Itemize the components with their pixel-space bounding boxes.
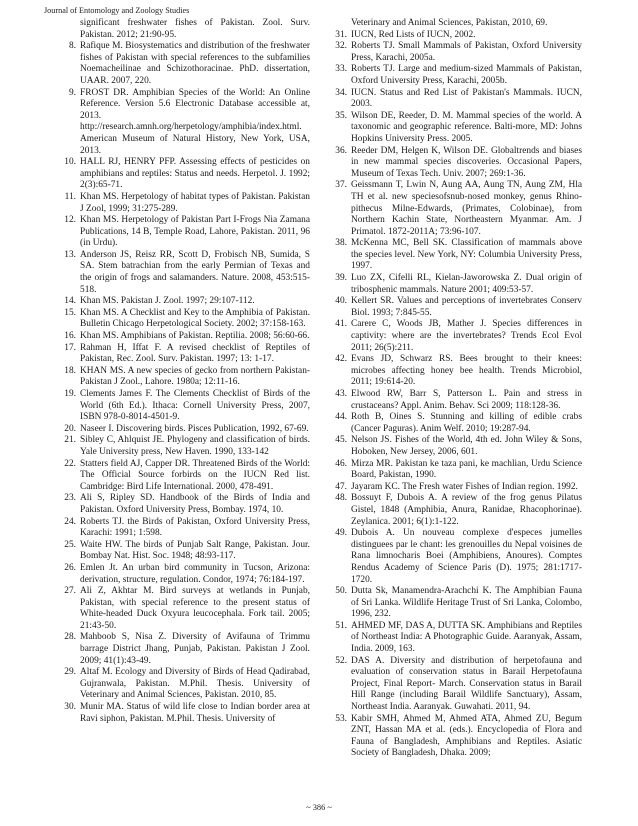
- reference-number: 48.: [335, 493, 347, 504]
- reference-text: Naseer I. Discovering birds. Pisces Publication, 1992, 67-69.: [80, 423, 309, 434]
- reference-number: 42.: [335, 354, 347, 365]
- reference-number: 13.: [64, 249, 76, 260]
- reference-entry: [60, 517, 310, 540]
- reference-text: Roberts TJ. the Birds of Pakistan, Oxford University Press, Karachi: 1991; 1:598.: [80, 516, 310, 539]
- reference-entry: [60, 702, 310, 725]
- reference-number: 36.: [335, 145, 347, 156]
- reference-text: Carere C, Woods JB, Mather J. Species differences in captivity: where are the invertebrates? Trends Ecol Evol 2011; 26(5):211.: [351, 319, 582, 353]
- reference-text: Wilson DE, Reeder, D. M. Mammal species of the world. A taxonomic and geographic reference. Balti-more, MD: Johns Hopkins University Press. 2005.: [351, 110, 582, 144]
- reference-entry: [331, 656, 582, 714]
- reference-entry: [60, 632, 310, 667]
- reference-text: Dutta Sk, Manamendra-Arachchi K. The Amphibian Fauna of Sri Lanka. Wildlife Heritage Trust of Sri Lanka, Colombo, 1996, 232.: [351, 586, 582, 620]
- reference-text: HALL RJ, HENRY PFP. Assessing effects of pesticides on amphibians and reptiles: Status and needs. Herpetol. J. 1992; 2(3):65-71.: [80, 157, 310, 191]
- reference-number: 16.: [64, 331, 76, 342]
- reference-number: 21.: [64, 435, 76, 446]
- reference-entry: [331, 111, 582, 146]
- reference-entry: [60, 215, 310, 250]
- reference-text: Anderson JS, Reisz RR, Scott D, Frobisch NB, Sumida, S SA. Stem batrachian from the early Permian of Texas and the origin of frogs and salamanders. Nature. 2008, 453:515-518.: [80, 249, 310, 295]
- reference-entry: [60, 331, 310, 343]
- reference-text: Ali S, Ripley SD. Handbook of the Birds of India and Pakistan. Oxford University Press, Bombay. 1974, 10.: [80, 493, 310, 515]
- reference-number: 23.: [64, 493, 76, 504]
- reference-entry: [331, 435, 582, 458]
- reference-number: 43.: [335, 389, 347, 399]
- reference-text: Altaf M. Ecology and Diversity of Birds of Head Qadirabad, Gujranwala, Pakistan. M.Phil. Thesis. University of Veterinary and Animal Sciences, Pakistan. 2010, 85.: [80, 667, 310, 701]
- reference-number: 45.: [335, 435, 347, 446]
- reference-number: 33.: [335, 64, 347, 75]
- reference-entry: [60, 192, 310, 215]
- reference-entry: [331, 146, 582, 181]
- reference-number: 9.: [68, 87, 76, 98]
- reference-number: 8.: [68, 41, 76, 52]
- reference-number: 15.: [64, 307, 76, 318]
- reference-entry: [60, 41, 310, 87]
- reference-number: 50.: [335, 586, 347, 597]
- reference-number: 38.: [335, 238, 347, 249]
- reference-number: 14.: [64, 296, 76, 307]
- reference-text: Khan MS. Amphibians of Pakistan. Reptilia. 2008; 56:60-66.: [80, 331, 310, 342]
- reference-number: 31.: [335, 29, 347, 40]
- reference-entry: [331, 459, 582, 482]
- reference-number: 20.: [64, 423, 76, 434]
- reference-text: Khan MS. Pakistan J. Zool. 1997; 29:107-112.: [80, 296, 255, 307]
- reference-text: Elwood RW, Barr S, Patterson L. Pain and stress in crustaceans? Appl. Anim. Behav. Sci 2009; 118:128-36.: [351, 389, 582, 411]
- reference-number: 40.: [335, 296, 347, 307]
- page-number: ~ 386 ~: [306, 803, 332, 812]
- reference-text: Emlen Jt. An urban bird community in Tucson, Arizona: derivation, structure, regulation. Condor, 1974; 76:184-197.: [80, 562, 310, 585]
- reference-text: significant freshwater fishes of Pakistan. Zool. Surv. Pakistan. 2012; 21:90-95.: [80, 18, 310, 40]
- reference-entry: [60, 18, 310, 41]
- reference-text: Statters field AJ, Capper DR. Threatened Birds of the World: The Official Source forbirds on the IUCN Red list. Cambridge: Bird Life International. 2000, 478-491.: [80, 458, 310, 492]
- reference-number: 53.: [335, 713, 347, 724]
- reference-number: 22.: [64, 458, 76, 469]
- reference-entry: [331, 714, 582, 760]
- reference-entry: [60, 493, 310, 516]
- reference-entry: [60, 343, 310, 366]
- reference-number: 46.: [335, 458, 347, 469]
- reference-entry: [331, 64, 582, 87]
- reference-entry: [331, 493, 582, 528]
- reference-text: Khan MS. Herpetology of habitat types of Pakistan. Pakistan J Zool, 1999; 31:275-289.: [80, 191, 310, 214]
- reference-entry: [60, 88, 310, 158]
- reference-number: 30.: [64, 702, 76, 713]
- reference-number: 12.: [64, 215, 76, 226]
- reference-text: Kabir SMH, Ahmed M, Ahmed ATA, Ahmed ZU, Begum ZNT, Hassan MA et al. (eds.). Encyclopedia of Flora and Fauna of Bangladesh, Amphibians and Reptiles. Asiatic Society of Bangladesh, Dhaka. 2009;: [351, 713, 582, 759]
- reference-text: Roth B, Oines S. Stunning and killing of edible crabs (Cancer Paguras). Anim Welf. 2010; 19:287-94.: [351, 412, 582, 434]
- reference-text: Mahboob S, Nisa Z. Diversity of Avifauna of Trimmu barrage District Jhang, Punjab, Pakistan. Pakistan J Zool. 2009; 41(1):43-49.: [80, 632, 310, 666]
- reference-number: 17.: [64, 342, 76, 353]
- reference-entry: [60, 435, 310, 458]
- reference-text: Bossuyt F, Dubois A. A review of the frog genus Pilatus Gistel, 1848 (Amphibia, Anura, Ranidae, Rhacophorinae). Zeylanica. 2001; 6(1):1-122.: [351, 493, 582, 527]
- reference-number: 25.: [64, 539, 76, 550]
- reference-entry: [331, 621, 582, 656]
- reference-entry: [331, 30, 582, 42]
- reference-text: DAS A. Diversity and distribution of herpetofauna and evaluation of conservation status in Barail Herpetofauna Project, Final Report- March. Conservation status in Barail Hill Range (including Barail Wildlife Sanctuary), Assam, Northeast India. Aaranyak. Guwahati. 2011, 94.: [351, 655, 582, 713]
- reference-number: 51.: [335, 620, 347, 631]
- reference-text: Dubois A. Un nouveau complexe d'especes jumelles distinguees par le chant: les grenouilles du Nepal voisines de Rana limnocharis Boei (Amphibiens, Anoures). Comptes Rendus Academy of Science Paris (D). 1975; 281:1717-1720.: [351, 528, 582, 585]
- reference-entry: [331, 238, 582, 273]
- journal-title: Journal of Entomology and Zoology Studies: [44, 6, 190, 15]
- reference-text: Kellert SR. Values and perceptions of invertebrates Conserv Biol. 1993; 7:845-55.: [351, 296, 582, 318]
- reference-text: Sibley C, Ahlquist JE. Phylogeny and classification of birds. Yale University press, New Haven. 1990, 133-142: [80, 435, 310, 457]
- reference-entry: [331, 18, 582, 30]
- reference-entry: [60, 424, 310, 436]
- reference-entry: [331, 354, 582, 389]
- reference-entry: [60, 296, 310, 308]
- reference-number: 32.: [335, 41, 347, 52]
- reference-number: 35.: [335, 110, 347, 121]
- reference-text: IUCN, Red Lists of IUCN, 2002.: [351, 29, 476, 40]
- reference-number: 39.: [335, 273, 347, 284]
- reference-number: 47.: [335, 481, 347, 492]
- reference-entry: [331, 88, 582, 111]
- reference-number: 11.: [64, 191, 76, 202]
- reference-entry: [331, 482, 582, 494]
- reference-text: Ali Z, Akhtar M. Bird surveys at wetlands in Punjab, Pakistan, with special reference to the present status of White-headed Duck Oxyura leucocephala. Fork tail. 2005; 21:43-50.: [80, 586, 310, 631]
- reference-entry: [331, 296, 582, 319]
- reference-entry: [60, 157, 310, 192]
- reference-entry: [60, 667, 310, 702]
- reference-entry: [60, 540, 310, 563]
- references-left-column: [60, 18, 310, 725]
- reference-text: Roberts TJ. Large and medium-sized Mammals of Pakistan, Oxford University Press, Karachi, 2005b.: [351, 64, 582, 86]
- reference-entry: [331, 41, 582, 64]
- reference-text: McKenna MC, Bell SK. Classification of mammals above the species level. New York, NY: Columbia University Press, 1997.: [351, 238, 582, 272]
- reference-number: 29.: [64, 667, 76, 678]
- reference-text: IUCN. Status and Red List of Pakistan's Mammals. IUCN, 2003.: [351, 87, 582, 110]
- reference-number: 10.: [64, 157, 76, 168]
- reference-number: 28.: [64, 632, 76, 643]
- reference-entry: [331, 273, 582, 296]
- reference-text: Munir MA. Status of wild life close to Indian border area at Ravi siphon, Pakistan. M.Phil. Thesis. University of: [80, 702, 310, 724]
- reference-text: Roberts TJ. Small Mammals of Pakistan, Oxford University Press, Karachi, 2005a.: [351, 41, 582, 63]
- reference-entry: [60, 459, 310, 494]
- reference-entry: [60, 563, 310, 586]
- reference-number: 18.: [64, 365, 76, 376]
- reference-number: 24.: [64, 516, 76, 527]
- reference-number: 37.: [335, 180, 347, 191]
- reference-text: Evans JD, Schwarz RS. Bees brought to their knees: microbes affecting honey bee health. Trends Microbiol, 2011; 19:614-20.: [351, 354, 582, 388]
- reference-entry: [331, 389, 582, 412]
- reference-text: Khan MS. Herpetology of Pakistan Part I-Frogs Nia Zamana Publications, 14 B, Temple Road, Lahore, Pakistan. 2011, 96 (in Urdu).: [80, 215, 310, 249]
- reference-entry: [60, 586, 310, 632]
- reference-text: Rahman H, Iffat F. A revised checklist of Reptiles of Pakistan, Rec. Zool. Surv. Pakistan. 1997; 13: 1-17.: [80, 342, 310, 365]
- reference-number: 19.: [64, 389, 76, 399]
- reference-text: Rafique M. Biosystematics and distribution of the freshwater fishes of Pakistan with special references to the subfamilies Noemacheilinae and Schizothoracinae. PhD. dissertation, UAAR. 2007, 220.: [80, 41, 310, 86]
- reference-text: Geissmann T, Lwin N, Aung AA, Aung TN, Aung ZM, Hla TH et al. new speciesofsnub-nosed monkey, genus Rhino-pithecus Milne-Edwards, (Primates, Colobinae), from Northern Kachin State, Northeastern Myanmar. Am. J Primatol. 1872-2011A; 73:96-107.: [351, 180, 582, 237]
- reference-entry: [60, 250, 310, 296]
- reference-text: Luo ZX, Cifelli RL, Kielan-Jaworowska Z. Dual origin of tribosphenic mammals. Nature 2001; 409:53-57.: [351, 273, 582, 295]
- reference-number: 44.: [335, 412, 347, 423]
- reference-text: Clements James F. The Clements Checklist of Birds of the World (6th Ed.). Ithaca: Cornell University Press, 2007, ISBN 978-0-8014-4501-9.: [80, 389, 310, 423]
- reference-entry: [331, 412, 582, 435]
- reference-text: Reeder DM, Helgen K, Wilson DE. Globaltrends and biases in new mammal species discoveries. Occasional Papers, Museum of Texas Tech. Univ. 2007; 269:1-36.: [351, 145, 582, 179]
- reference-entry: [331, 319, 582, 354]
- reference-text: Nelson JS. Fishes of the World, 4th ed. John Wiley & Sons, Hoboken, New Jersey, 2006, 601.: [351, 435, 582, 457]
- reference-text: KHAN MS. A new species of gecko from northern Pakistan- Pakistan J Zool., Lahore. 1980a; 12:11-16.: [80, 365, 310, 388]
- reference-text: AHMED MF, DAS A, DUTTA SK. Amphibians and Reptiles of Northeast India: A Photographic Guide. Aaranyak, Assam, India. 2009, 163.: [351, 620, 582, 655]
- reference-text: Jayaram KC. The Fresh water Fishes of Indian region. 1992.: [351, 481, 578, 492]
- reference-text: Veterinary and Animal Sciences, Pakistan, 2010, 69.: [351, 18, 548, 28]
- reference-entry: [331, 586, 582, 621]
- reference-number: 27.: [64, 586, 76, 597]
- reference-number: 26.: [64, 562, 76, 573]
- reference-number: 34.: [335, 87, 347, 98]
- reference-entry: [331, 180, 582, 238]
- references-right-column: [331, 18, 582, 760]
- reference-number: 52.: [335, 655, 347, 666]
- reference-text: Waite HW. The birds of Punjab Salt Range, Pakistan. Jour. Bombay Nat. Hist. Soc. 1948; 48:93-117.: [80, 539, 310, 562]
- reference-entry: [60, 366, 310, 389]
- reference-text: FROST DR. Amphibian Species of the World: An Online Reference. Version 5.6 Electronic Database accessible at, 2013. http://research.amnh.org/herpetology/amphibia/index.html. American Museum of Natural History, New York, USA, 2013.: [80, 87, 310, 156]
- reference-text: Khan MS. A Checklist and Key to the Amphibia of Pakistan. Bulletin Chicago Herpetological Society. 2002; 37:158-163.: [80, 307, 310, 330]
- reference-number: 41.: [335, 319, 347, 330]
- reference-entry: [60, 389, 310, 424]
- reference-entry: [331, 528, 582, 586]
- reference-text: Mirza MR. Pakistan ke taza pani, ke machlian, Urdu Science Board, Pakistan, 1990.: [351, 458, 582, 481]
- reference-number: 49.: [335, 528, 347, 539]
- reference-entry: [60, 308, 310, 331]
